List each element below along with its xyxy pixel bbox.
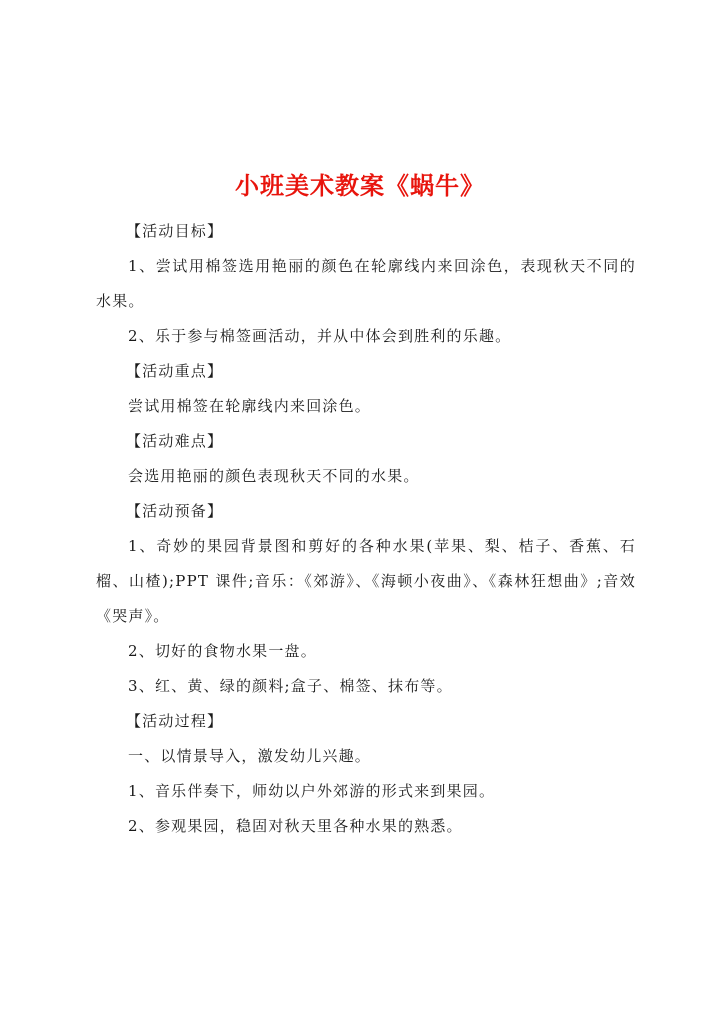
paragraph-preparation-3: 3、红、黄、绿的颜料;盒子、棉签、抹布等。 xyxy=(128,677,453,695)
paragraph-process-2: 2、参观果园，稳固对秋天里各种水果的熟悉。 xyxy=(128,817,463,835)
document-title: 小班美术教案《蜗牛》 xyxy=(235,171,485,201)
paragraph-goal-2: 2、乐于参与棉签画活动，并从中体会到胜利的乐趣。 xyxy=(128,327,512,345)
paragraph-preparation-1: 1、奇妙的果园背景图和剪好的各种水果(苹果、梨、桔子、香蕉、石榴、山楂);PPT 课件;音乐：《郊游》、《海顿小夜曲》、《森林狂想曲》;音效《哭声》。 xyxy=(96,537,636,625)
paragraph-process-intro: 一、以情景导入，激发幼儿兴趣。 xyxy=(128,747,372,765)
section-heading-difficulty: 【活动难点】 xyxy=(126,432,224,450)
paragraph-process-1: 1、音乐伴奏下，师幼以户外郊游的形式来到果园。 xyxy=(128,782,496,800)
section-heading-process: 【活动过程】 xyxy=(126,712,224,730)
paragraph-goal-1: 1、尝试用棉签选用艳丽的颜色在轮廓线内来回涂色，表现秋天不同的水果。 xyxy=(96,257,636,310)
paragraph-preparation-2: 2、切好的食物水果一盘。 xyxy=(128,642,317,660)
section-heading-preparation: 【活动预备】 xyxy=(126,502,224,520)
paragraph-key-point: 尝试用棉签在轮廓线内来回涂色。 xyxy=(128,397,372,415)
section-heading-key-point: 【活动重点】 xyxy=(126,362,224,380)
paragraph-difficulty: 会选用艳丽的颜色表现秋天不同的水果。 xyxy=(128,467,420,485)
document-body xyxy=(96,214,636,844)
section-heading-goals: 【活动目标】 xyxy=(126,222,224,240)
